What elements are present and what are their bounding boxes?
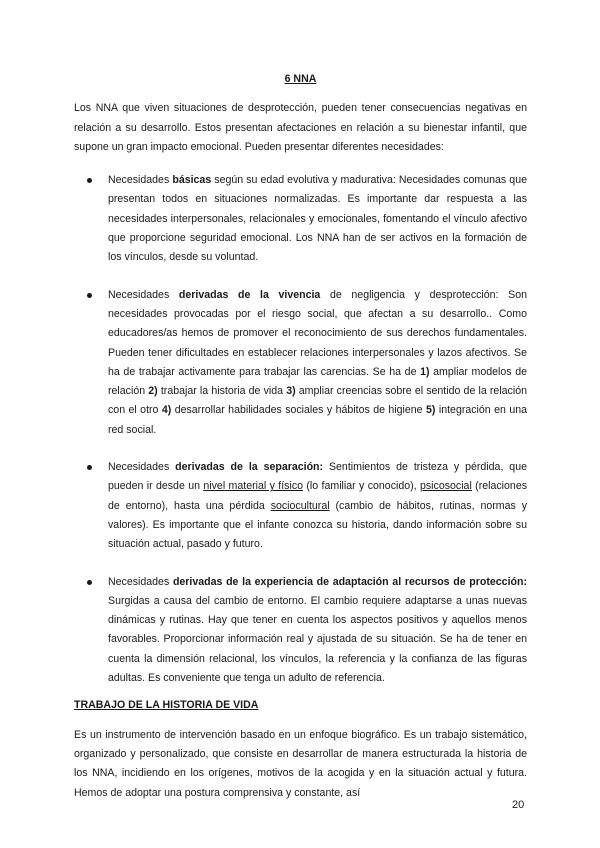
intro-paragraph: Los NNA que viven situaciones de desprotección, pueden tener consecuencias negativas en relación a su desarrollo. Estos presentan afectaciones en relación a su bienestar infantil, que supone un gran impacto emocional. Pueden presentar diferentes necesidades:	[74, 102, 527, 153]
bullet-icon	[87, 293, 92, 298]
page-title: 6 NNA	[284, 73, 317, 85]
list-item: Necesidades derivadas de la vivencia de negligencia y desprotección: Son necesidades provocadas por el riesgo social, que afectan a su desarrollo.. Como educadores/as hemos de promover el reconocimiento de sus derechos fundamentales. Pueden tener dificultades en establecer relaciones interpersonales y lazos afectivos. Se ha de trabajar activamente para trabajar las carencias. Se ha de 1) ampliar modelos de relación 2) trabajar la historia de vida 3) ampliar creencias sobre el sentido de la relación con el otro 4) desarrollar habilidades sociales y hábitos de higiene 5) integración en una red social.	[74, 286, 527, 440]
bullet-icon	[87, 465, 92, 470]
bullet-icon	[87, 580, 92, 585]
list-item: Necesidades básicas según su edad evolutiva y madurativa: Necesidades comunas que presentan todos en situaciones normalizadas. Es importante dar respuesta a las necesidades interpersonales, relacionales y emocionales, fomentando el vínculo afectivo que proporcione seguridad emocional. Los NNA han de ser activos en la formación de los vínculos, desde su voluntad.	[74, 171, 527, 267]
list-item: Necesidades derivadas de la separación: Sentimientos de tristeza y pérdida, que pueden ir desde un nivel material y físico (lo familiar y conocido), psicosocial (relaciones de entorno), hasta una pérdida sociocultural (cambio de hábitos, rutinas, normas y valores). Es importante que el infante conozca su historia, dando información sobre su situación actual, pasado y futuro.	[74, 458, 527, 554]
section-heading: TRABAJO DE LA HISTORIA DE VIDA	[74, 699, 259, 712]
page-number: 20	[512, 799, 525, 811]
list-item: Necesidades derivadas de la experiencia de adaptación al recursos de protección: Surgidas a causa del cambio de entorno. El cambio requiere adaptarse a unas nuevas dinámicas y rutinas. Hay que tener en cuenta los aspectos positivos y aquellos menos favorables. Proporcionar información real y ajustada de su situación. Se ha de tener en cuenta la dimensión relacional, los vínculos, la referencia y la confianza de las figuras adultas. Es conveniente que tenga un adulto de referencia.	[74, 573, 527, 689]
document-page	[74, 70, 527, 803]
bullet-icon	[87, 178, 92, 183]
section-paragraph: Es un instrumento de intervención basado en un enfoque biográfico. Es un trabajo sistemático, organizado y personalizado, que consiste en desarrollar de manera estructurada la historia de los NNA, incidiendo en los orígenes, motivos de la acogida y en la situación actual y futura. Hemos de adoptar una postura comprensiva y constante, así	[74, 728, 527, 799]
needs-list	[74, 171, 527, 688]
